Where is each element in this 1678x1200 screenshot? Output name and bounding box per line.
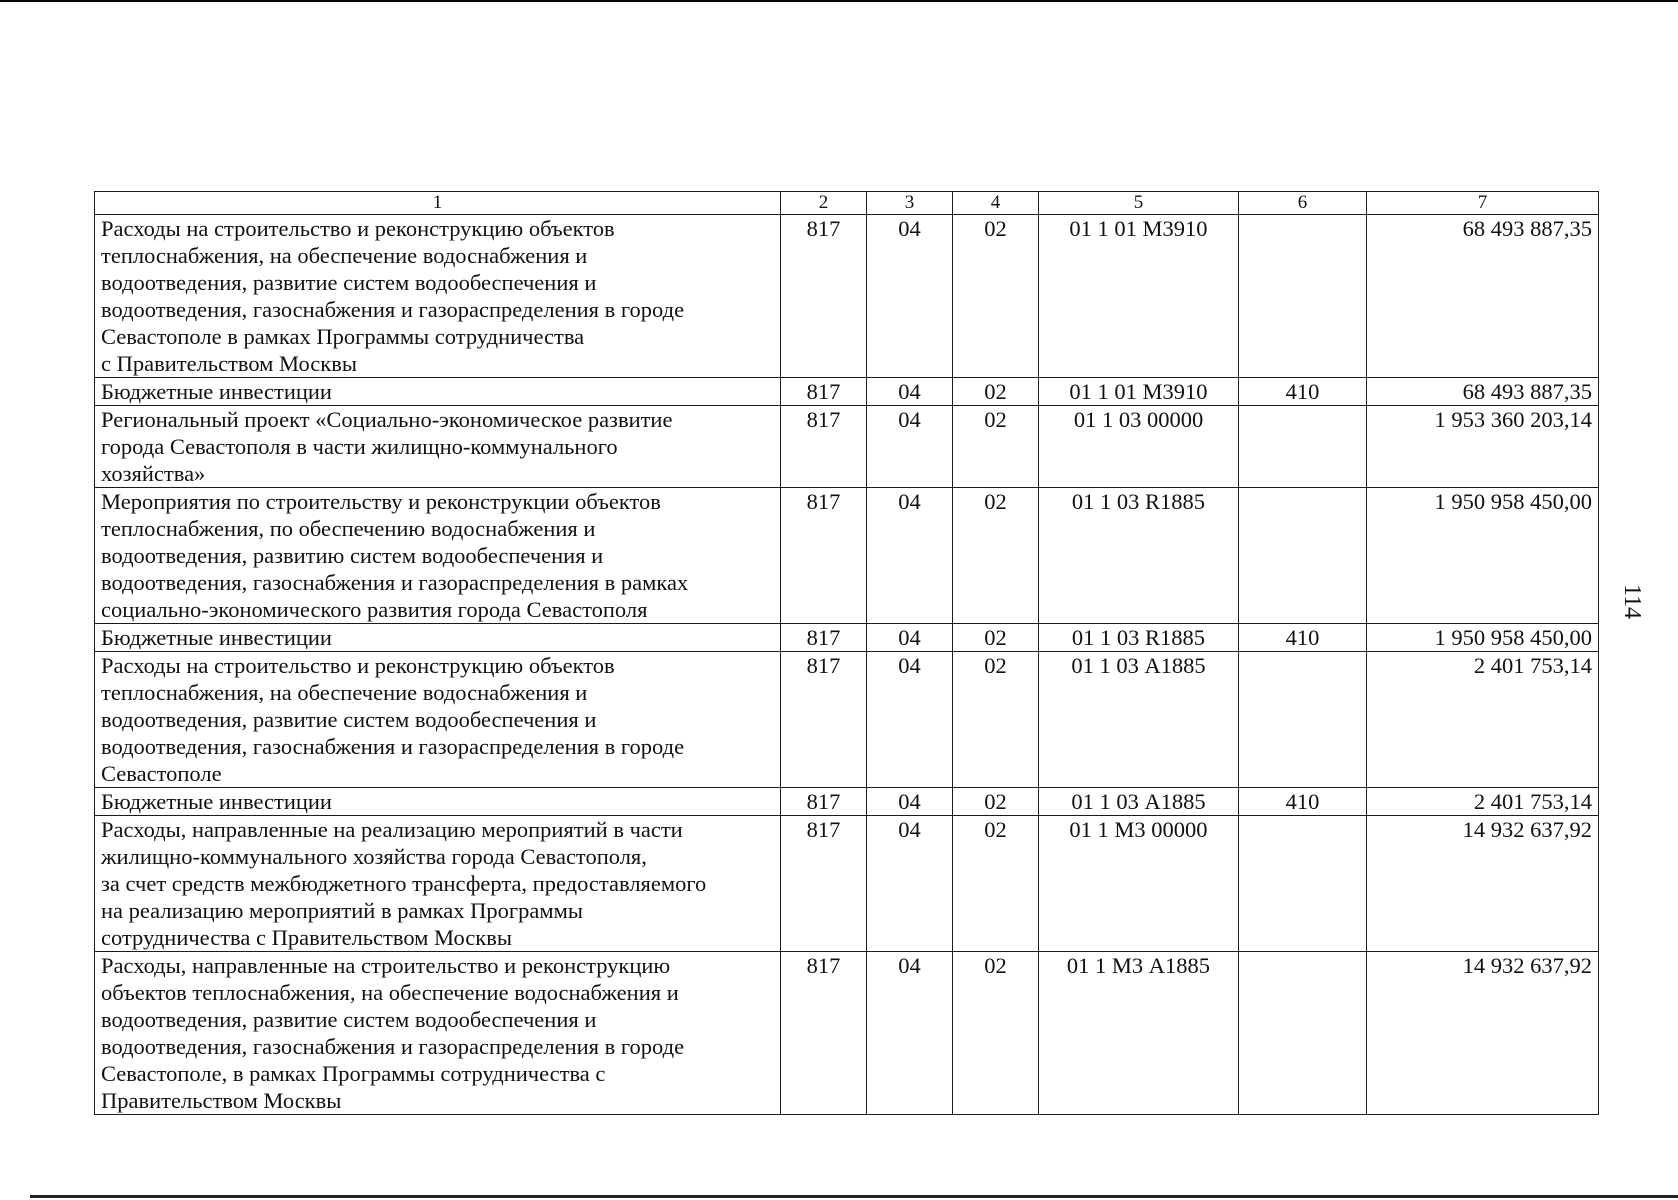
row-description: Расходы на строительство и реконструкцию объектов теплоснабжения, на обеспечение водоснабжения и водоотведения, развитие систем водообеспечения и водоотведения, газоснабжения и газораспределения в городе Севастополе (95, 652, 781, 788)
row-col-3: 04 (867, 378, 953, 406)
row-col-7: 2 401 753,14 (1367, 788, 1599, 816)
table-row (95, 652, 1599, 788)
row-col-5: 01 1 03 А1885 (1039, 788, 1239, 816)
row-description: Расходы, направленные на строительство и реконструкцию объектов теплоснабжения, на обеспечение водоснабжения и водоотведения, развитие систем водообеспечения и водоотведения, газоснабжения и газораспределения в городе Севастополе, в рамках Программы сотрудничества с Правительством Москвы (95, 952, 781, 1115)
row-col-2: 817 (781, 215, 867, 378)
row-description: Расходы на строительство и реконструкцию объектов теплоснабжения, на обеспечение водоснабжения и водоотведения, развитие систем водообеспечения и водоотведения, газоснабжения и газораспределения в городе Севастополе в рамках Программы сотрудничества с Правительством Москвы (95, 215, 781, 378)
row-col-5: 01 1 03 00000 (1039, 406, 1239, 488)
row-col-7: 2 401 753,14 (1367, 652, 1599, 788)
row-col-4: 02 (953, 816, 1039, 952)
header-col-4: 4 (953, 192, 1039, 215)
row-col-2: 817 (781, 952, 867, 1115)
top-border-line (0, 0, 1678, 2)
table-row (95, 816, 1599, 952)
row-col-6 (1239, 952, 1367, 1115)
row-col-5: 01 1 01 М3910 (1039, 215, 1239, 378)
table-row (95, 952, 1599, 1115)
row-col-5: 01 1 М3 00000 (1039, 816, 1239, 952)
row-description: Расходы, направленные на реализацию мероприятий в части жилищно-коммунального хозяйства города Севастополя, за счет средств межбюджетного трансферта, предоставляемого на реализацию мероприятий в рамках Программы сотрудничества с Правительством Москвы (95, 816, 781, 952)
row-col-7: 14 932 637,92 (1367, 952, 1599, 1115)
row-col-7: 68 493 887,35 (1367, 215, 1599, 378)
row-description: Мероприятия по строительству и реконструкции объектов теплоснабжения, по обеспечению водоснабжения и водоотведения, развитию систем водообеспечения и водоотведения, газоснабжения и газораспределения в рамках социально-экономического развития города Севастополя (95, 488, 781, 624)
table-row (95, 624, 1599, 652)
row-col-2: 817 (781, 652, 867, 788)
page-number: 114 (1619, 583, 1646, 620)
row-col-5: 01 1 03 R1885 (1039, 488, 1239, 624)
row-col-7: 1 953 360 203,14 (1367, 406, 1599, 488)
table-row (95, 215, 1599, 378)
row-col-4: 02 (953, 378, 1039, 406)
row-col-5: 01 1 01 М3910 (1039, 378, 1239, 406)
row-col-2: 817 (781, 624, 867, 652)
row-col-6 (1239, 816, 1367, 952)
row-col-7: 1 950 958 450,00 (1367, 624, 1599, 652)
row-col-5: 01 1 03 R1885 (1039, 624, 1239, 652)
row-col-3: 04 (867, 488, 953, 624)
row-col-7: 14 932 637,92 (1367, 816, 1599, 952)
row-col-3: 04 (867, 652, 953, 788)
table-row (95, 488, 1599, 624)
row-col-2: 817 (781, 788, 867, 816)
row-col-4: 02 (953, 624, 1039, 652)
row-col-3: 04 (867, 215, 953, 378)
row-col-4: 02 (953, 652, 1039, 788)
row-col-2: 817 (781, 488, 867, 624)
row-col-6 (1239, 652, 1367, 788)
row-col-6 (1239, 406, 1367, 488)
row-col-3: 04 (867, 406, 953, 488)
row-col-4: 02 (953, 788, 1039, 816)
row-col-2: 817 (781, 816, 867, 952)
budget-table (94, 191, 1599, 1115)
row-description: Бюджетные инвестиции (95, 624, 781, 652)
row-col-7: 68 493 887,35 (1367, 378, 1599, 406)
header-row (95, 192, 1599, 215)
header-col-3: 3 (867, 192, 953, 215)
header-col-5: 5 (1039, 192, 1239, 215)
row-col-3: 04 (867, 952, 953, 1115)
row-col-6 (1239, 215, 1367, 378)
row-description: Бюджетные инвестиции (95, 788, 781, 816)
row-col-6 (1239, 488, 1367, 624)
header-col-1: 1 (95, 192, 781, 215)
row-col-5: 01 1 03 А1885 (1039, 652, 1239, 788)
row-col-4: 02 (953, 406, 1039, 488)
header-col-7: 7 (1367, 192, 1599, 215)
table-row (95, 378, 1599, 406)
row-description: Бюджетные инвестиции (95, 378, 781, 406)
row-col-7: 1 950 958 450,00 (1367, 488, 1599, 624)
row-col-6: 410 (1239, 378, 1367, 406)
header-col-6: 6 (1239, 192, 1367, 215)
table-row (95, 406, 1599, 488)
row-col-6: 410 (1239, 788, 1367, 816)
row-col-3: 04 (867, 624, 953, 652)
row-description: Региональный проект «Социально-экономическое развитие города Севастополя в части жилищно-коммунального хозяйства» (95, 406, 781, 488)
row-col-2: 817 (781, 406, 867, 488)
bottom-border-line (30, 1195, 1678, 1198)
row-col-2: 817 (781, 378, 867, 406)
table-row (95, 788, 1599, 816)
row-col-4: 02 (953, 215, 1039, 378)
row-col-4: 02 (953, 952, 1039, 1115)
row-col-3: 04 (867, 788, 953, 816)
row-col-3: 04 (867, 816, 953, 952)
row-col-5: 01 1 М3 А1885 (1039, 952, 1239, 1115)
header-col-2: 2 (781, 192, 867, 215)
row-col-4: 02 (953, 488, 1039, 624)
row-col-6: 410 (1239, 624, 1367, 652)
